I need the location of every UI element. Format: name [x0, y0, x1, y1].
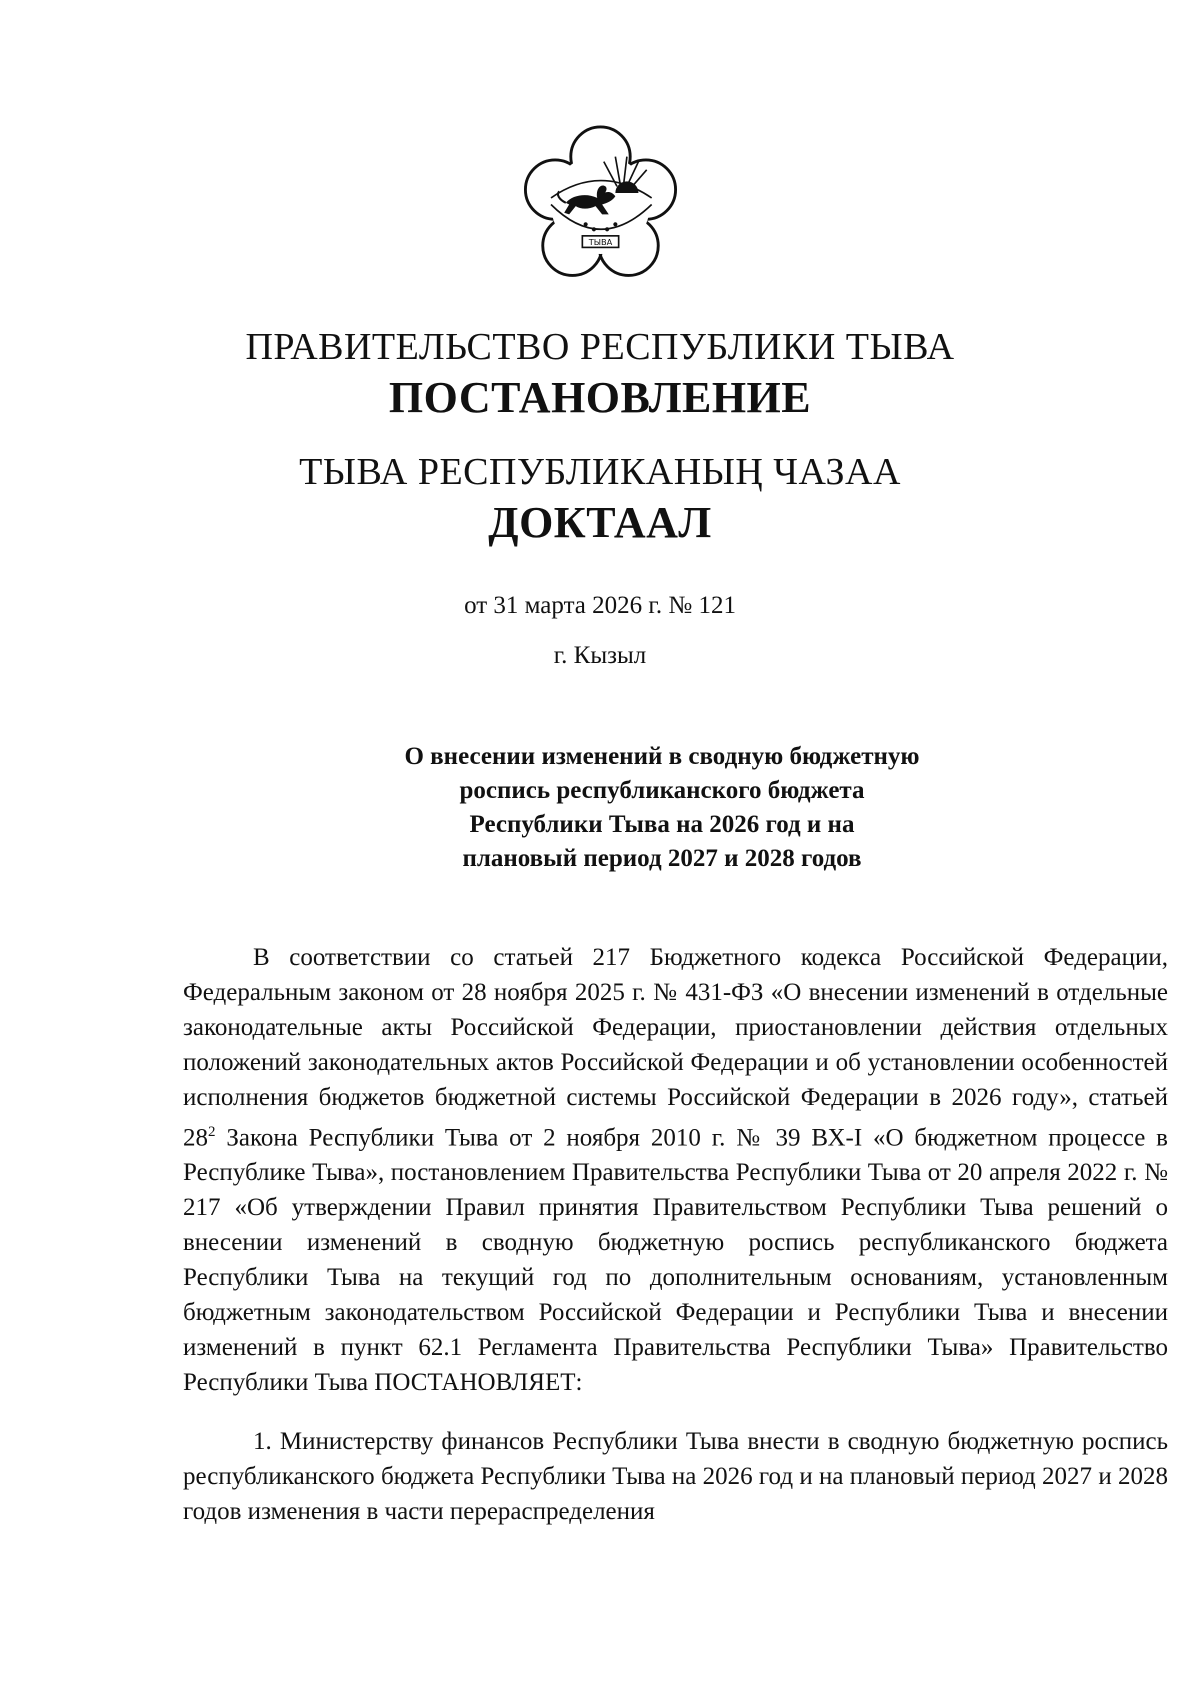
coat-of-arms-emblem: [518, 122, 683, 287]
emblem-text: ТЫВА: [588, 236, 613, 247]
government-title-tyv: ТЫВА РЕСПУБЛИКАНЫҢ ЧАЗАА: [299, 451, 901, 493]
decree-subject-title: [352, 740, 972, 876]
preamble-text-part2: Закона Республики Тыва от 2 ноября 2010 г. № 39 ВХ-I «О бюджетном процессе в Республике Тыва», постановлением Правительства Республики Тыва от 20 апреля 2022 г. № 217 «Об утверждении Правил принятия Правительством Республики Тыва решений о внесении изменений в сводную бюджетную роспись республиканского бюджета Республики Тыва на текущий год по дополнительным основаниям, установленным бюджетным законодательством Российской Федерации и Республики Тыва и внесении изменений в пункт 62.1 Регламента Правительства Республики Тыва» Правительство Республики Тыва ПОСТАНОВЛЯЕТ:: [183, 1124, 1168, 1397]
preamble-paragraph: [183, 940, 1168, 1400]
decree-title-tyv: ДОКТААЛ: [488, 498, 712, 547]
decree-date-number: от 31 марта 2026 г. № 121: [464, 592, 736, 619]
decree-title-ru: ПОСТАНОВЛЕНИЕ: [388, 373, 812, 422]
decree-city: г. Кызыл: [553, 642, 647, 669]
title-line: Республики Тыва на 2026 год и на: [469, 811, 855, 838]
clause-1-paragraph: 1. Министерству финансов Республики Тыва внести в сводную бюджетную роспись республиканского бюджета Республики Тыва на 2026 год и на плановый период 2027 и 2028 годов изменения в части перераспределения: [183, 1428, 1168, 1526]
title-line: роспись республиканского бюджета: [459, 777, 865, 804]
preamble-text-part1: В соответствии со статьей 217 Бюджетного кодекса Российской Федерации, Федеральным законом от 28 ноября 2025 г. № 431-ФЗ «О внесении изменений в отдельные законодательные акты Российской Федерации, приостановлении действия отдельных положений законодательных актов Российской Федерации и об установлении особенностей исполнения бюджетов бюджетной системы Российской Федерации в 2026 году», статьей 28: [183, 944, 1168, 1152]
government-title-ru: ПРАВИТЕЛЬСТВО РЕСПУБЛИКИ ТЫВА: [245, 326, 955, 368]
title-line: О внесении изменений в сводную бюджетную: [404, 743, 920, 770]
article-superscript: 2: [208, 1124, 216, 1140]
decree-body: [183, 940, 1168, 1529]
title-line: плановый период 2027 и 2028 годов: [462, 845, 862, 872]
